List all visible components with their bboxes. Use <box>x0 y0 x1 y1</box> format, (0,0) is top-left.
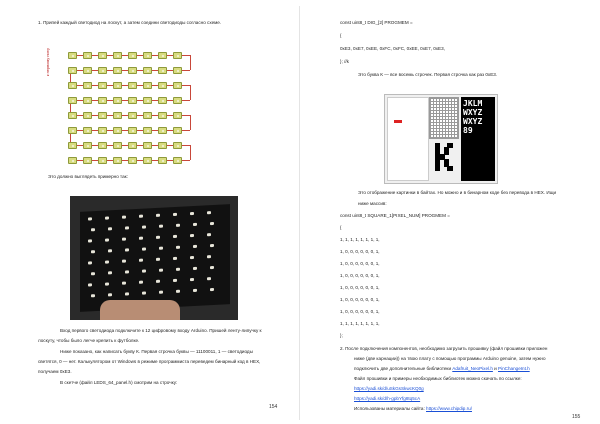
array-row: 1, 0, 0, 0, 0, 0, 0, 1, <box>340 261 380 266</box>
source-credit-text: Использованы материалы сайта: <box>354 406 427 411</box>
paragraph-4a: Это отображение картинки в байтах. Но можно и в бинарном коде без перевода в HEX. Ищи <box>358 190 557 195</box>
led <box>83 142 92 149</box>
stitched-led <box>193 223 197 226</box>
stitched-led <box>108 271 112 274</box>
stitched-led <box>105 216 109 219</box>
wire-turn <box>190 85 191 100</box>
led <box>83 112 92 119</box>
led <box>68 127 77 134</box>
stitched-led <box>91 228 95 231</box>
stitched-led <box>176 224 180 227</box>
led <box>143 52 152 59</box>
led <box>173 142 182 149</box>
led <box>113 127 122 134</box>
page-number: 155 <box>572 414 581 420</box>
led <box>83 52 92 59</box>
photo-caption: Это должно выглядеть примерно так: <box>48 174 128 179</box>
stitched-led <box>159 225 163 228</box>
stitched-led <box>91 250 95 253</box>
stitched-led <box>207 255 211 258</box>
paragraph-4b: ниже массив: <box>358 201 387 206</box>
led <box>128 157 137 164</box>
led <box>68 97 77 104</box>
stitched-led <box>193 245 197 248</box>
wire-turn <box>190 55 191 70</box>
step-2-line-3-text: подключить две дополнительные библиотеки <box>354 366 453 371</box>
led <box>113 112 122 119</box>
stitched-led <box>156 214 160 217</box>
wire-turn <box>190 145 191 160</box>
chipdip-link[interactable]: https://www.chipdip.ru/ <box>426 406 472 411</box>
stitched-led <box>193 267 197 270</box>
library-link-neopixel[interactable]: Adafruit_NeoPixel.h <box>452 366 493 371</box>
led <box>68 142 77 149</box>
led <box>98 97 107 104</box>
stitched-led <box>125 248 129 251</box>
led <box>98 82 107 89</box>
led <box>173 97 182 104</box>
stitched-led <box>122 238 126 241</box>
editor-screenshot <box>384 94 498 184</box>
stitched-led <box>105 260 109 263</box>
led <box>128 112 137 119</box>
red-button <box>394 120 402 123</box>
stitched-led <box>142 225 146 228</box>
led <box>98 142 107 149</box>
stitched-led <box>159 247 163 250</box>
led <box>98 67 107 74</box>
stitched-led <box>88 239 92 242</box>
pixel-grid <box>429 97 459 139</box>
stitched-led <box>156 280 160 283</box>
stitched-led <box>173 279 177 282</box>
led <box>158 127 167 134</box>
code-line-3: 0xE3, 0xE7, 0xEE, 0xFC, 0xFC, 0xEE, 0xE7, 0xE3, <box>340 46 445 51</box>
led <box>68 67 77 74</box>
led <box>143 97 152 104</box>
stitched-led <box>139 215 143 218</box>
led <box>158 157 167 164</box>
stitched-led <box>210 288 214 291</box>
letter-k-image <box>435 143 453 171</box>
stitched-led <box>190 212 194 215</box>
led <box>143 127 152 134</box>
page-number: 154 <box>269 404 278 410</box>
stitched-led <box>91 294 95 297</box>
stitched-led <box>176 268 180 271</box>
font-preview-text: JKLM WXYZ WXYZ 89 <box>463 99 483 135</box>
led <box>158 52 167 59</box>
array-row: 1, 1, 1, 1, 1, 1, 1, 1, <box>340 237 380 242</box>
led <box>98 112 107 119</box>
code-line-2: { <box>340 33 342 38</box>
array-row: 1, 0, 0, 0, 0, 0, 0, 1, <box>340 285 380 290</box>
led <box>173 112 182 119</box>
paragraph-2a: Ниже показано, как написать букву К. Первая строчка буквы — 11100011, 1 — светодиоды <box>60 349 253 354</box>
stitched-led <box>105 238 109 241</box>
led <box>143 67 152 74</box>
led <box>98 157 107 164</box>
stitched-led <box>173 213 177 216</box>
stitched-led <box>193 289 197 292</box>
led <box>113 97 122 104</box>
led <box>173 127 182 134</box>
led <box>158 82 167 89</box>
led <box>128 82 137 89</box>
array-row: 1, 0, 0, 0, 0, 0, 0, 1, <box>340 309 380 314</box>
code-line-6: { <box>340 225 342 230</box>
stitched-led <box>176 246 180 249</box>
wire-turn <box>190 115 191 130</box>
array-row: 1, 0, 0, 0, 0, 0, 0, 1, <box>340 249 380 254</box>
led <box>83 127 92 134</box>
stitched-led <box>190 256 194 259</box>
step-2-line-3 <box>354 366 530 372</box>
stitched-led <box>207 211 211 214</box>
wire-label: к первому пину <box>45 48 50 77</box>
code-line-1: const uint8_t DIG_[2] PROGMEM = <box>340 20 413 25</box>
stitched-led <box>173 235 177 238</box>
fabric-patch <box>80 204 230 312</box>
array-row: 1, 0, 0, 0, 0, 0, 0, 1, <box>340 273 380 278</box>
paragraph-1b: лоскуту, чтобы было легче крепить к футболке. <box>38 338 140 343</box>
page-separator <box>299 6 300 420</box>
stitched-led <box>122 216 126 219</box>
stitched-led <box>207 277 211 280</box>
code-line-7: }; <box>340 333 343 338</box>
led <box>83 97 92 104</box>
stitched-led <box>156 236 160 239</box>
paragraph-2c: получаем 0хЕ3. <box>38 369 72 374</box>
led <box>143 82 152 89</box>
led <box>128 142 137 149</box>
stitched-led <box>122 260 126 263</box>
led <box>128 127 137 134</box>
led <box>83 82 92 89</box>
led <box>128 97 137 104</box>
letter-k-note: Это буква К — все восемь строчек. Первая строчка как раз 0хЕ3. <box>358 72 498 77</box>
stitched-led <box>156 258 160 261</box>
stitched-led <box>159 269 163 272</box>
stitched-led <box>207 233 211 236</box>
led <box>98 127 107 134</box>
led <box>143 157 152 164</box>
stitched-led <box>142 269 146 272</box>
step-2-line-4: Файл прошивки и примеры необходимых библиотек можно скачать по ссылке: <box>354 376 522 381</box>
stitched-led <box>176 290 180 293</box>
array-row: 1, 0, 0, 0, 0, 0, 0, 1, <box>340 297 380 302</box>
stitched-led <box>210 222 214 225</box>
led <box>113 52 122 59</box>
led <box>143 112 152 119</box>
led <box>143 142 152 149</box>
library-link-pinchangeint[interactable]: PinChangeInt.h <box>498 366 530 371</box>
paragraph-2b: светятся, 0 — нет. Калькулятором от Windows в режиме программиста переведем бинарный код в HEX, <box>38 359 261 364</box>
led <box>158 112 167 119</box>
led <box>128 67 137 74</box>
led <box>83 67 92 74</box>
stitched-led <box>125 270 129 273</box>
led <box>173 67 182 74</box>
array-row: 1, 1, 1, 1, 1, 1, 1, 1, <box>340 321 380 326</box>
led <box>68 112 77 119</box>
page-155 <box>306 6 596 420</box>
stitched-led <box>139 237 143 240</box>
led <box>68 52 77 59</box>
stitched-led <box>108 227 112 230</box>
stitched-led <box>88 261 92 264</box>
led <box>128 52 137 59</box>
led <box>173 82 182 89</box>
source-credit <box>354 406 472 412</box>
led <box>68 82 77 89</box>
led <box>158 142 167 149</box>
led <box>113 142 122 149</box>
paragraph-1a: Вход первого светодиода подключите к 12 цифровому входу Arduino. Пришей ленту-липучку к <box>60 328 262 333</box>
stitched-led <box>159 291 163 294</box>
led <box>158 67 167 74</box>
stitched-led <box>139 281 143 284</box>
stitched-led <box>108 249 112 252</box>
step-2-line-1: 2. После подключения компонентов, необходимо загрузить прошивку (файл прошивки приложен <box>340 346 548 351</box>
download-link-2[interactable]: https://yadi.sk/d/h-gpbYfg8tq5cA <box>354 396 421 401</box>
led <box>113 67 122 74</box>
led <box>113 157 122 164</box>
step-2-and: и <box>492 366 499 371</box>
stitched-led <box>142 247 146 250</box>
stitched-led <box>190 278 194 281</box>
download-link-1[interactable]: https://yadi.sk/d/uSkGsSkwcKQ0g <box>354 386 424 391</box>
led <box>173 52 182 59</box>
led <box>98 52 107 59</box>
led <box>113 82 122 89</box>
stitched-led <box>142 291 146 294</box>
stitched-led <box>88 217 92 220</box>
led <box>158 97 167 104</box>
stitched-led <box>122 282 126 285</box>
stitched-led <box>190 234 194 237</box>
led-panel-photo <box>70 196 238 320</box>
stitched-led <box>108 293 112 296</box>
step-2-line-2: ниже (две карнации)) на твою плату с помощью программы Arduino genuine, затем нужно <box>354 356 546 361</box>
stitched-led <box>139 259 143 262</box>
stitched-led <box>210 244 214 247</box>
led-wiring-diagram <box>68 52 196 170</box>
stitched-led <box>91 272 95 275</box>
settings-panel <box>387 97 429 181</box>
stitched-led <box>125 226 129 229</box>
code-line-5: const uint8_t SQUARE_1[PIXEL_NUM] PROGMEM = <box>340 213 450 218</box>
paragraph-3: В скетче (файл LEDS_64_panel.h) смотрим на строчку: <box>60 380 178 385</box>
hand-image <box>100 300 180 320</box>
page-154 <box>4 6 294 420</box>
stitched-led <box>210 266 214 269</box>
stitched-led <box>105 282 109 285</box>
led <box>83 157 92 164</box>
led <box>173 157 182 164</box>
stitched-led <box>88 283 92 286</box>
step-1-text: 1. Припей каждый светодиод на лоскут, а затем соедини светодиоды согласно схеме. <box>38 20 222 25</box>
code-line-4: }; //k <box>340 59 349 64</box>
led <box>68 157 77 164</box>
stitched-led <box>125 292 129 295</box>
stitched-led <box>173 257 177 260</box>
